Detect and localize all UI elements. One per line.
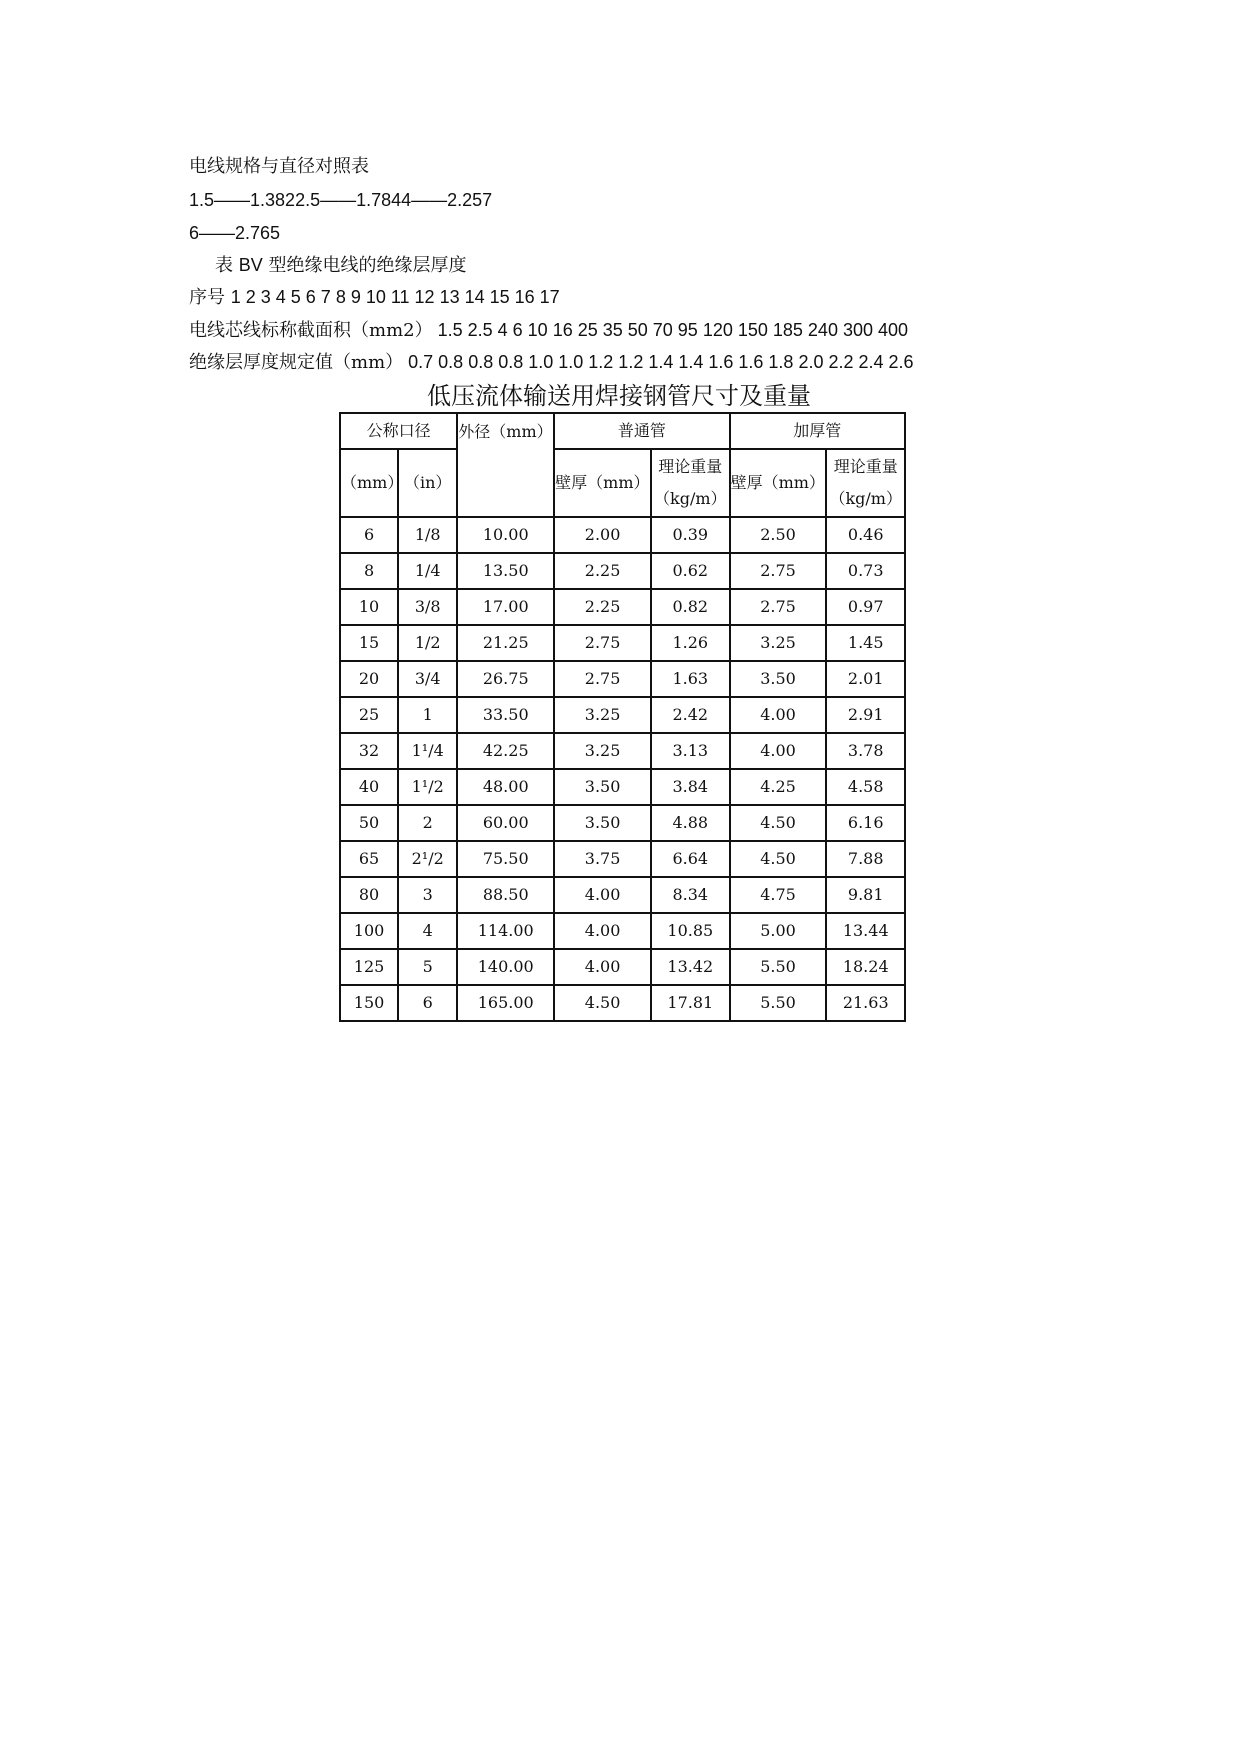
cell-outer-diameter: 114.00 <box>457 913 554 949</box>
cell-nominal-mm: 8 <box>340 553 398 589</box>
cell-nominal-in: 1/4 <box>398 553 457 589</box>
bv-title-suffix: 型绝缘电线的绝缘层厚度 <box>262 255 467 276</box>
cell-normal-wall: 4.00 <box>554 949 651 985</box>
cell-normal-wall: 2.25 <box>554 553 651 589</box>
seq-row <box>189 286 560 309</box>
cell-normal-weight: 13.42 <box>651 949 730 985</box>
cell-normal-wall: 3.25 <box>554 697 651 733</box>
header-wall-thick: 壁厚（mm） <box>730 449 827 517</box>
area-label: 电线芯线标称截面积（mm2） <box>189 320 433 341</box>
bv-title-prefix: 表 <box>215 255 239 276</box>
cell-outer-diameter: 10.00 <box>457 517 554 553</box>
cell-outer-diameter: 17.00 <box>457 589 554 625</box>
cell-nominal-mm: 40 <box>340 769 398 805</box>
cell-nominal-mm: 80 <box>340 877 398 913</box>
table-row <box>340 517 905 553</box>
cell-nominal-in: 3 <box>398 877 457 913</box>
cell-thick-wall: 4.50 <box>730 805 827 841</box>
cell-thick-weight: 13.44 <box>826 913 905 949</box>
cell-normal-wall: 2.25 <box>554 589 651 625</box>
wire-sizes-line-1: 1.5——1.3822.5——1.7844——2.257 <box>189 190 493 210</box>
cell-thick-weight: 2.91 <box>826 697 905 733</box>
cell-nominal-in: 1/8 <box>398 517 457 553</box>
table-row <box>340 805 905 841</box>
cell-nominal-mm: 15 <box>340 625 398 661</box>
table-row <box>340 985 905 1021</box>
header-weight-thick-unit: （kg/m） <box>829 489 902 508</box>
table-row <box>340 733 905 769</box>
cell-normal-weight: 0.62 <box>651 553 730 589</box>
cell-outer-diameter: 88.50 <box>457 877 554 913</box>
cell-normal-weight: 6.64 <box>651 841 730 877</box>
cell-normal-weight: 1.26 <box>651 625 730 661</box>
cell-outer-diameter: 13.50 <box>457 553 554 589</box>
header-thick-pipe: 加厚管 <box>730 413 905 449</box>
bv-table-title <box>215 254 466 277</box>
table-row <box>340 877 905 913</box>
cell-thick-wall: 5.00 <box>730 913 827 949</box>
header-weight-normal-unit: （kg/m） <box>654 489 727 508</box>
cell-normal-weight: 1.63 <box>651 661 730 697</box>
cell-normal-weight: 10.85 <box>651 913 730 949</box>
header-weight-normal-label: 理论重量 <box>658 457 723 476</box>
cell-normal-wall: 3.25 <box>554 733 651 769</box>
cell-nominal-in: 1 <box>398 697 457 733</box>
table-row <box>340 769 905 805</box>
cell-thick-weight: 0.46 <box>826 517 905 553</box>
cell-normal-wall: 3.50 <box>554 805 651 841</box>
header-nominal: 公称口径 <box>340 413 457 449</box>
cell-nominal-in: 5 <box>398 949 457 985</box>
cell-nominal-mm: 25 <box>340 697 398 733</box>
table-row <box>340 661 905 697</box>
cell-thick-wall: 5.50 <box>730 949 827 985</box>
cell-thick-wall: 4.00 <box>730 697 827 733</box>
header-wall-normal: 壁厚（mm） <box>554 449 651 517</box>
cell-outer-diameter: 42.25 <box>457 733 554 769</box>
thickness-row <box>189 351 914 374</box>
cell-normal-wall: 2.75 <box>554 661 651 697</box>
cell-normal-weight: 3.13 <box>651 733 730 769</box>
cell-nominal-mm: 6 <box>340 517 398 553</box>
cell-thick-wall: 4.75 <box>730 877 827 913</box>
table-row <box>340 841 905 877</box>
header-mm: （mm） <box>340 449 398 517</box>
cell-normal-wall: 4.00 <box>554 913 651 949</box>
table-row <box>340 913 905 949</box>
table-row <box>340 553 905 589</box>
header-weight-thick <box>826 449 905 517</box>
cell-nominal-mm: 125 <box>340 949 398 985</box>
cell-thick-weight: 1.45 <box>826 625 905 661</box>
cell-nominal-mm: 50 <box>340 805 398 841</box>
area-values: 1.5 2.5 4 6 10 16 25 35 50 70 95 120 150 185 240 300 400 <box>432 320 909 340</box>
cell-normal-wall: 4.50 <box>554 985 651 1021</box>
pipe-table-title: 低压流体输送用焊接钢管尺寸及重量 <box>427 382 811 410</box>
cell-nominal-in: 2¹/2 <box>398 841 457 877</box>
cell-normal-weight: 8.34 <box>651 877 730 913</box>
seq-label: 序号 <box>189 287 231 308</box>
wire-sizes-line-2: 6——2.765 <box>189 223 281 243</box>
cell-thick-weight: 3.78 <box>826 733 905 769</box>
cell-nominal-mm: 10 <box>340 589 398 625</box>
wire-spec-heading: 电线规格与直径对照表 <box>189 156 369 177</box>
cell-outer-diameter: 21.25 <box>457 625 554 661</box>
cell-nominal-in: 1/2 <box>398 625 457 661</box>
header-in: （in） <box>398 449 457 517</box>
cell-thick-weight: 18.24 <box>826 949 905 985</box>
cell-outer-diameter: 165.00 <box>457 985 554 1021</box>
cell-nominal-in: 3/4 <box>398 661 457 697</box>
cell-thick-weight: 21.63 <box>826 985 905 1021</box>
cell-thick-wall: 4.50 <box>730 841 827 877</box>
cell-nominal-mm: 32 <box>340 733 398 769</box>
header-weight-normal <box>651 449 730 517</box>
cell-thick-weight: 2.01 <box>826 661 905 697</box>
cell-thick-weight: 6.16 <box>826 805 905 841</box>
thickness-label: 绝缘层厚度规定值（mm） <box>189 352 404 373</box>
cell-outer-diameter: 48.00 <box>457 769 554 805</box>
cell-normal-weight: 0.82 <box>651 589 730 625</box>
cell-outer-diameter: 140.00 <box>457 949 554 985</box>
cell-nominal-mm: 65 <box>340 841 398 877</box>
cell-nominal-mm: 150 <box>340 985 398 1021</box>
cell-nominal-in: 6 <box>398 985 457 1021</box>
table-row <box>340 949 905 985</box>
cell-outer-diameter: 33.50 <box>457 697 554 733</box>
cell-thick-weight: 7.88 <box>826 841 905 877</box>
cell-nominal-in: 3/8 <box>398 589 457 625</box>
cell-outer-diameter: 75.50 <box>457 841 554 877</box>
cell-thick-weight: 0.97 <box>826 589 905 625</box>
cell-nominal-in: 2 <box>398 805 457 841</box>
cell-nominal-mm: 100 <box>340 913 398 949</box>
cell-normal-wall: 2.00 <box>554 517 651 553</box>
cell-nominal-in: 4 <box>398 913 457 949</box>
cell-thick-wall: 3.25 <box>730 625 827 661</box>
cell-normal-weight: 2.42 <box>651 697 730 733</box>
cell-thick-wall: 4.00 <box>730 733 827 769</box>
seq-values: 1 2 3 4 5 6 7 8 9 10 11 12 13 14 15 16 17 <box>230 287 560 307</box>
cell-normal-wall: 2.75 <box>554 625 651 661</box>
pipe-table <box>339 412 906 1022</box>
cell-thick-wall: 5.50 <box>730 985 827 1021</box>
bv-title-code: BV <box>238 255 263 275</box>
cell-outer-diameter: 60.00 <box>457 805 554 841</box>
cell-normal-weight: 0.39 <box>651 517 730 553</box>
cell-normal-wall: 4.00 <box>554 877 651 913</box>
table-row <box>340 697 905 733</box>
cell-thick-weight: 4.58 <box>826 769 905 805</box>
cell-normal-wall: 3.50 <box>554 769 651 805</box>
cell-thick-wall: 2.75 <box>730 589 827 625</box>
cell-normal-wall: 3.75 <box>554 841 651 877</box>
header-outer-diameter: 外径（mm） <box>457 413 554 517</box>
cell-thick-wall: 3.50 <box>730 661 827 697</box>
area-row <box>189 319 908 342</box>
cell-outer-diameter: 26.75 <box>457 661 554 697</box>
cell-normal-weight: 4.88 <box>651 805 730 841</box>
cell-thick-wall: 2.50 <box>730 517 827 553</box>
cell-thick-weight: 0.73 <box>826 553 905 589</box>
cell-nominal-mm: 20 <box>340 661 398 697</box>
header-normal-pipe: 普通管 <box>554 413 729 449</box>
cell-nominal-in: 1¹/4 <box>398 733 457 769</box>
table-row <box>340 589 905 625</box>
cell-thick-wall: 2.75 <box>730 553 827 589</box>
cell-thick-wall: 4.25 <box>730 769 827 805</box>
thickness-values: 0.7 0.8 0.8 0.8 1.0 1.0 1.2 1.2 1.4 1.4 1.6 1.6 1.8 2.0 2.2 2.4 2.6 <box>403 352 914 372</box>
cell-normal-weight: 17.81 <box>651 985 730 1021</box>
header-weight-thick-label: 理论重量 <box>833 457 898 476</box>
cell-thick-weight: 9.81 <box>826 877 905 913</box>
table-row <box>340 625 905 661</box>
cell-nominal-in: 1¹/2 <box>398 769 457 805</box>
cell-normal-weight: 3.84 <box>651 769 730 805</box>
